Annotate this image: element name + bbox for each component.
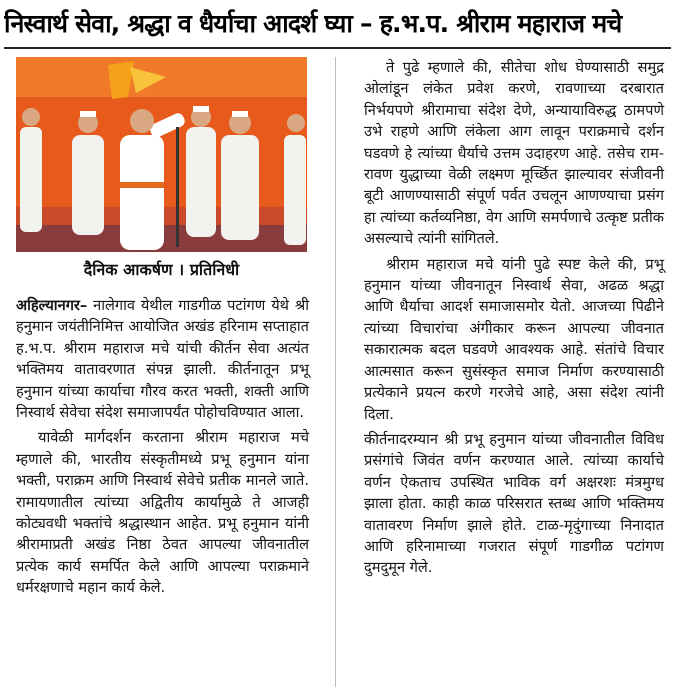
left-column <box>16 295 309 599</box>
headline-rule <box>4 47 671 49</box>
left-para-2: यावेळी मार्गदर्शन करताना श्रीराम महाराज मचे म्हणाले की, भारतीय संस्कृतीमध्ये प्रभू हनुमान यांना भक्ती, पराक्रम आणि निस्वार्थ सेवेचे प्रतीक मानले जाते. रामायणातील त्यांच्या अद्वितीय कार्यामुळे ते आजही कोट्यवधी भक्तांचे श्रद्धास्थान आहेत. प्रभू हनुमान यांनी श्रीरामाप्रती अखंड निष्ठा ठेवत आपल्या जीवनातील प्रत्येक कार्य समर्पित केले आणि आपल्या पराक्रमाने धर्मरक्षणाचे महान कार्य केले. <box>16 429 309 597</box>
article-photo <box>16 57 307 252</box>
headline: निस्वार्थ सेवा, श्रद्धा व धैर्याचा आदर्श घ्या – ह.भ.प. श्रीराम महाराज मचे <box>4 9 622 38</box>
left-para-1 <box>16 295 309 423</box>
photo-stage-event-icon <box>16 57 307 252</box>
right-para-2: श्रीराम महाराज मचे यांनी पुढे स्पष्ट केले की, प्रभू हनुमान यांच्या जीवनातून निस्वार्थ सेवा, अढळ श्रद्धा आणि धैर्याचा आदर्श समाजासमोर येतो. आजच्या पिढीने त्यांच्या विचारांचा अंगीकार करून आपल्या जीवनात सकारात्मक बदल घडवणे आवश्यक आहे. संतांचे विचार आत्मसात करून सुसंस्कृत समाज निर्माण करण्यासाठी प्रत्येकाने प्रयत्न करणे गरजेचे आहे, असा संदेश त्यांनी दिला. <box>364 255 664 423</box>
right-para-3: कीर्तनादरम्यान श्री प्रभू हनुमान यांच्या जीवनातील विविध प्रसंगांचे जिवंत वर्णन करण्यात आले. त्यांच्या कार्याचे वर्णन ऐकताच उपस्थित भाविक वर्ग अक्षरशः मंत्रमुग्ध झाला होता. काही काळ परिसरात स्तब्ध आणि भक्तिमय वातावरण निर्माण झाले होते. टाळ-मृदुंगाच्या निनादात आणि हरिनामाच्या गजरात संपूर्ण गाडगीळ पटांगण दुमदुमून गेले. <box>364 430 664 577</box>
photo-caption: दैनिक आकर्षण । प्रतिनिधी <box>83 260 240 279</box>
right-para-1: ते पुढे म्हणाले की, सीतेचा शोध घेण्यासाठी समुद्र ओलांडून लंकेत प्रवेश करणे, रावणाच्या दरबारात निर्भयपणे श्रीरामाचा संदेश देणे, अन्यायाविरुद्ध ठामपणे उभे राहणे आणि लंकेला आग लावून पराक्रमाचे दर्शन घडवणे हे त्यांच्या धैर्याचे उत्तम उदाहरण आहे. तसेच राम-रावण युद्धाच्या वेळी लक्ष्मण मूर्च्छित झाल्यावर संजीवनी बूटी आणण्यासाठी संपूर्ण पर्वत उचलून आणण्याचा प्रसंग हा त्यांच्या कर्तव्यनिष्ठा, वेग आणि समर्पणाचे उत्कृष्ट प्रतीक असल्याचे त्यांनी सांगितले. <box>364 59 664 248</box>
dateline: अहिल्यानगर– <box>16 297 88 314</box>
left-para-1-text: नालेगाव येथील गाडगीळ पटांगण येथे श्री हनुमान जयंतीनिमित्त आयोजित अखंड हरिनाम सप्ताहात ह.भ.प. श्रीराम महाराज मचे यांची कीर्तन सेवा अत्यंत भक्तिमय वातावरणात संपन्न झाली. कीर्तनातून प्रभू हनुमान यांच्या कार्याचा गौरव करत भक्ती, शक्ती आणि निस्वार्थ सेवेचा संदेश समाजापर्यंत पोहोचविण्यात आला. <box>16 297 310 422</box>
right-column <box>364 57 664 579</box>
column-divider <box>335 57 336 687</box>
